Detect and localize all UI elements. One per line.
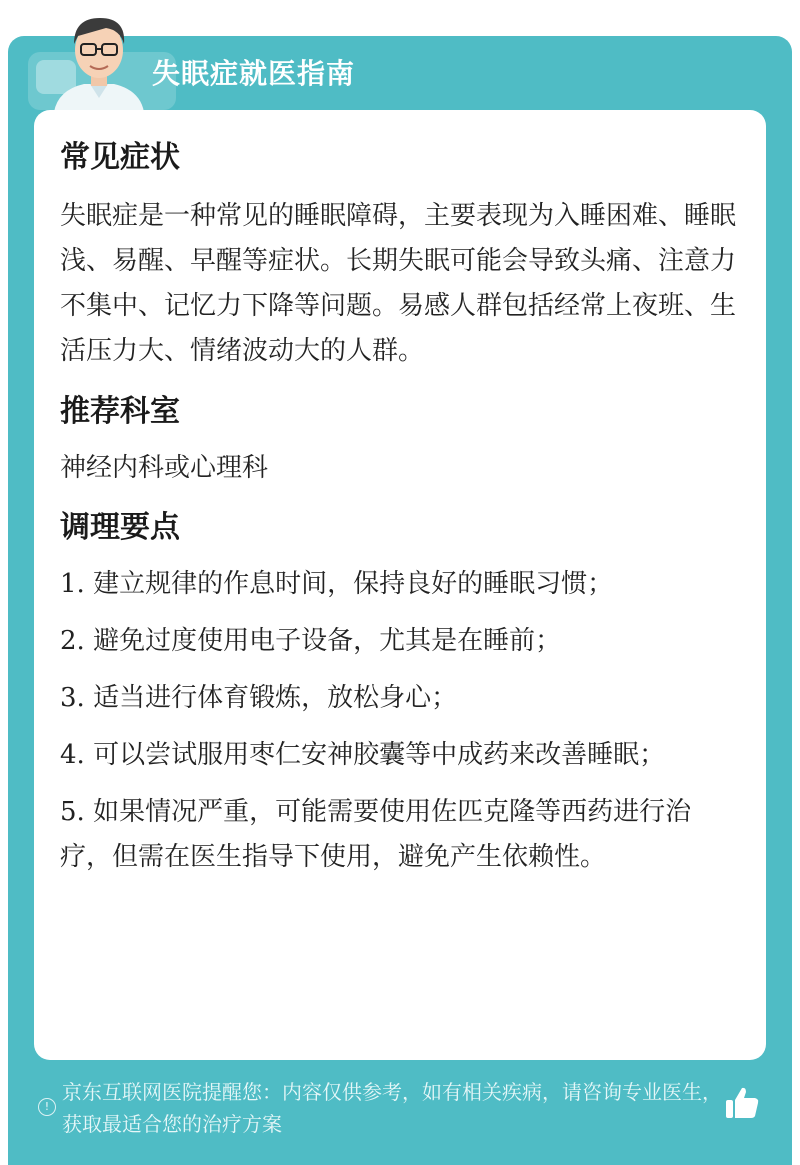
list-item: 3. 适当进行体育锻炼，放松身心； [60,683,458,713]
footer-disclaimer: 京东互联网医院提醒您：内容仅供参考，如有相关疾病，请咨询专业医生，获取最适合您的治疗方案 [62,1080,722,1136]
content-card [34,110,766,1060]
tips-heading: 调理要点 [60,510,180,545]
header-title: 失眠症就医指南 [152,57,356,90]
list-item: 1. 建立规律的作息时间，保持良好的睡眠习惯； [60,569,614,599]
thumbs-up-icon[interactable] [724,1086,760,1120]
department-text: 神经内科或心理科 [60,453,269,483]
symptoms-heading: 常见症状 [60,140,180,175]
symptoms-text: 失眠症是一种常见的睡眠障碍，主要表现为入睡困难、睡眠浅、易醒、早醒等症状。长期失眠可能会导致头痛、注意力不集中、记忆力下降等问题。易感人群包括经常上夜班、生活压力大、情绪波动大的人群。 [60,201,737,366]
doctor-avatar-icon [44,6,154,112]
list-item: 5. 如果情况严重，可能需要使用佐匹克隆等西药进行治疗，但需在医生指导下使用，避免产生依赖性。 [60,797,692,872]
tips-list [60,562,742,880]
department-heading: 推荐科室 [60,394,180,429]
info-icon: ! [38,1098,56,1116]
list-item: 4. 可以尝试服用枣仁安神胶囊等中成药来改善睡眠； [60,740,666,770]
content-body [60,136,742,892]
list-item: 2. 避免过度使用电子设备，尤其是在睡前； [60,626,562,656]
